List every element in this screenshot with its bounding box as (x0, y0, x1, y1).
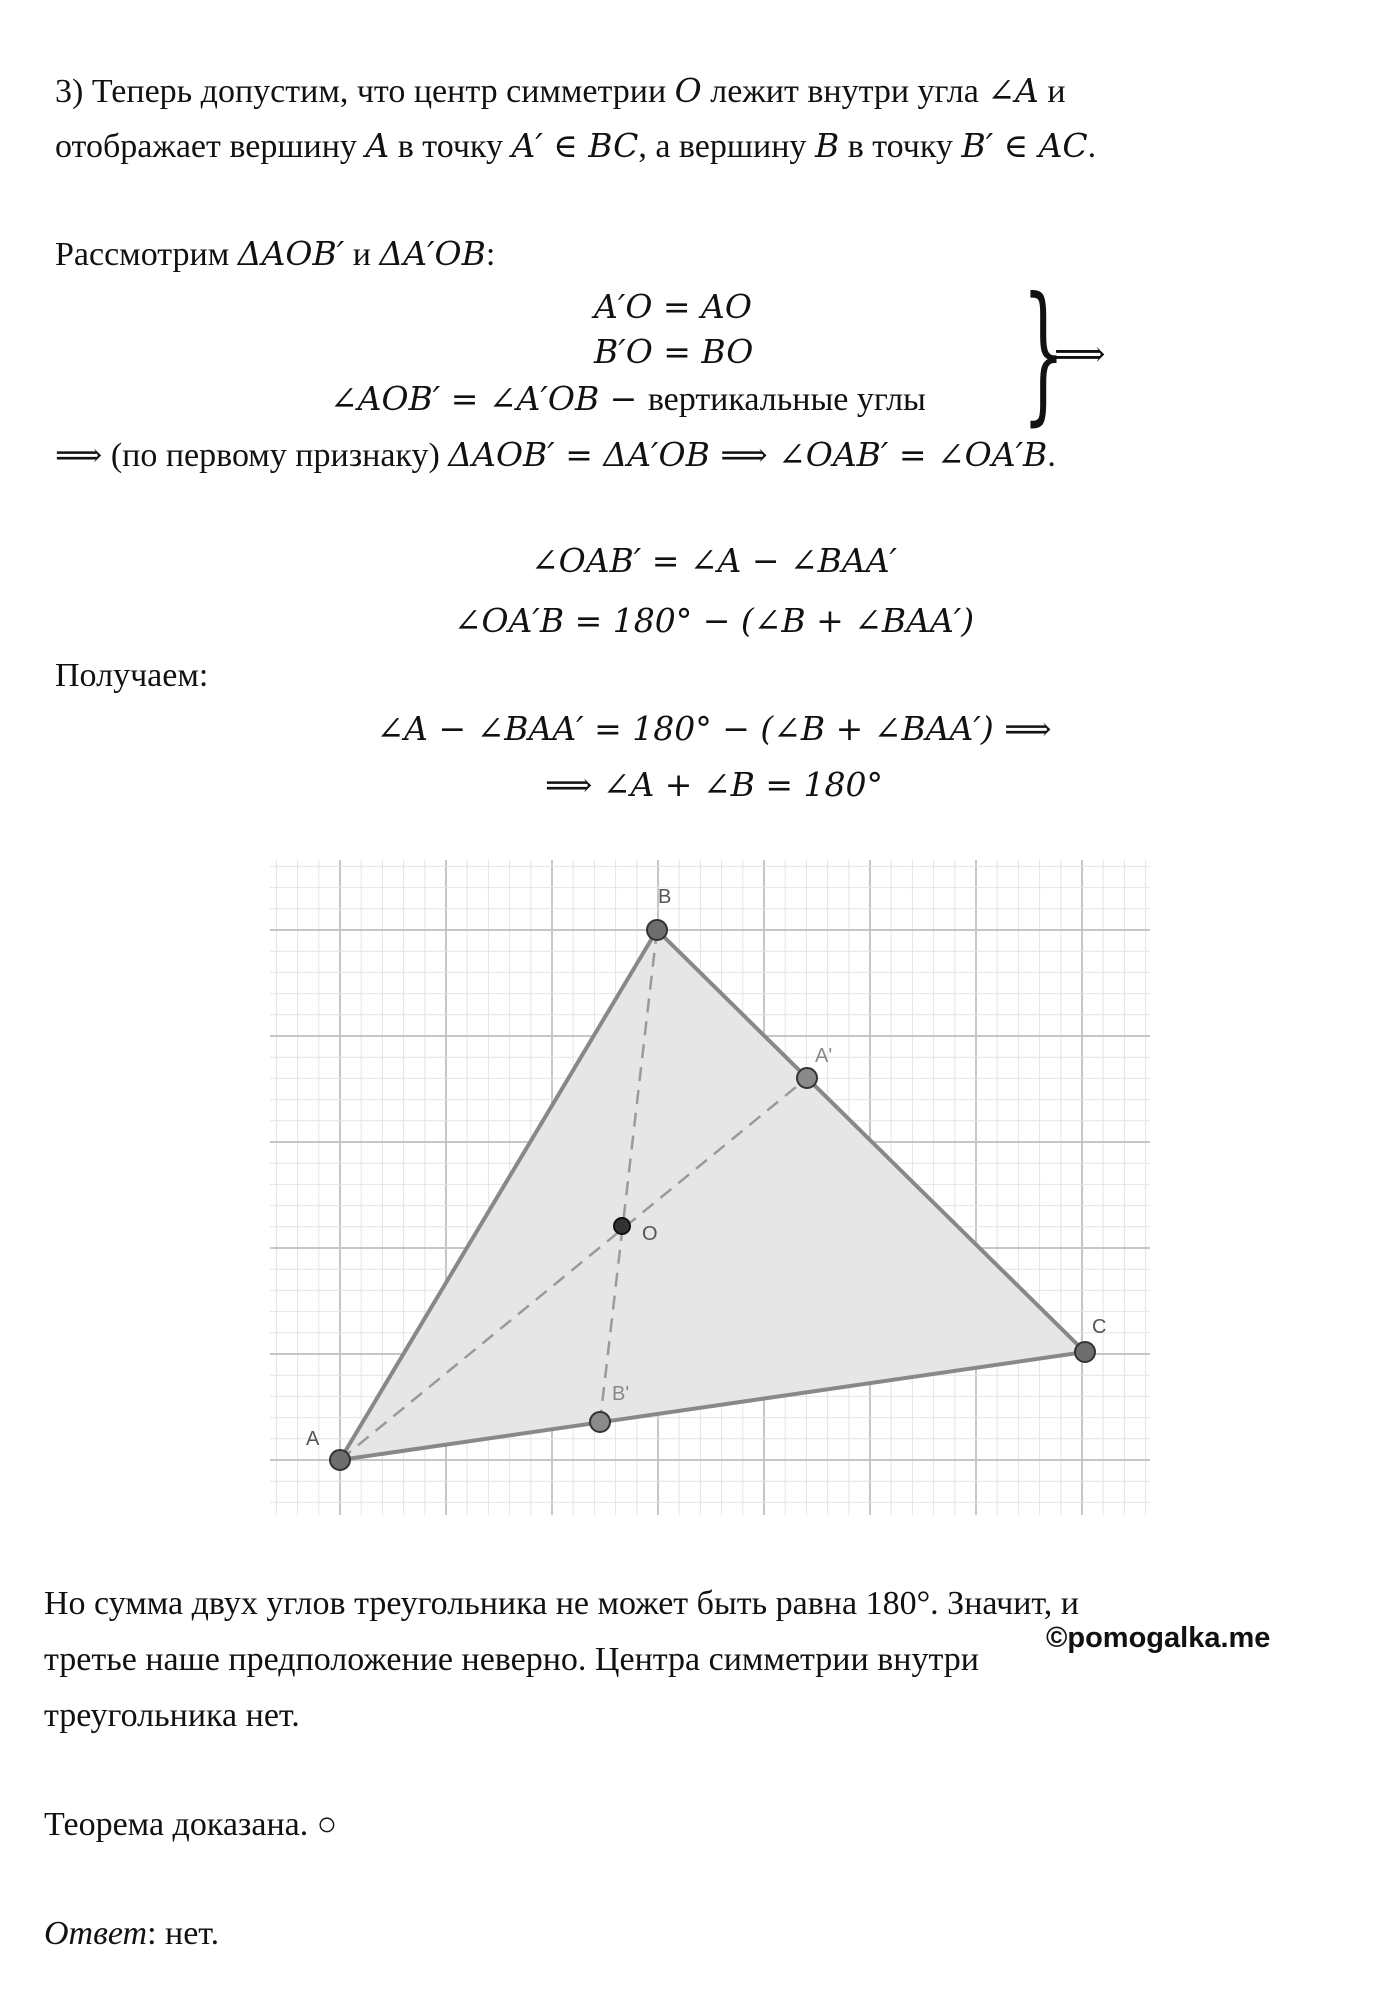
conclusion-math: ΔAOB′ = ΔA′OB ⟹ ∠OAB′ = ∠OA′B (448, 435, 1048, 474)
intro-text: лежит внутри угла (701, 73, 988, 110)
consider-text: и (344, 236, 380, 273)
label-b: B (658, 886, 672, 908)
point-o (614, 1218, 630, 1234)
case-intro-line-2 (55, 126, 1097, 165)
b-prime-membership: B′ ∈ AC (961, 126, 1088, 165)
conclusion-end: . (1047, 437, 1056, 474)
point-b-prime (590, 1412, 610, 1432)
theorem-proved: Теорема доказана. ○ (44, 1806, 338, 1843)
conclusion-text: (по первому признаку) (102, 437, 449, 474)
obtain-label: Получаем: (55, 657, 209, 694)
a-prime-membership: A′ ∈ BC (511, 126, 639, 165)
symmetry-center-symbol: O (674, 71, 702, 110)
vertical-angles-equality: ∠AOB′ = ∠A′OB − (330, 379, 648, 418)
label-a-prime: A' (815, 1045, 833, 1067)
label-b-prime: B' (612, 1383, 630, 1405)
final-line-1: Но сумма двух углов треугольника не может быть равна 180°. Значит, и (44, 1585, 1079, 1622)
intro-text: . (1087, 128, 1097, 165)
triangle-aob-prime: ΔAOB′ (237, 234, 345, 273)
intro-text: отображает вершину (55, 128, 366, 165)
vertex-a-symbol: A (365, 126, 390, 165)
triangle-a-prime-ob: ΔA′OB (379, 234, 486, 273)
label-a: A (306, 1428, 320, 1450)
implies-symbol: ⟹ (55, 435, 103, 474)
system-eq-3 (330, 379, 926, 418)
angle-eq-1: ∠OAB′ = ∠A − ∠BAA′ (530, 541, 898, 580)
intro-text: в точку (839, 128, 962, 165)
angle-a-symbol: ∠A (987, 71, 1039, 110)
right-brace: } (1022, 266, 1065, 440)
system-eq-2: B′O = BO (594, 332, 754, 371)
answer-label: Ответ (44, 1915, 148, 1952)
intro-text: в точку (389, 128, 512, 165)
obtain-eq-2: ⟹ ∠A + ∠B = 180° (545, 765, 883, 804)
answer-line (44, 1917, 219, 1951)
system-implies: ⟹ (1054, 334, 1106, 375)
intro-text: , а вершину (638, 128, 815, 165)
point-c (1075, 1342, 1095, 1362)
angle-eq-2: ∠OA′B = 180° − (∠B + ∠BAA′) (453, 601, 975, 640)
case-intro-line-1 (55, 71, 1066, 110)
label-c: C (1092, 1316, 1107, 1338)
intro-text: и (1038, 73, 1066, 110)
point-b (647, 920, 667, 940)
watermark: ©pomogalka.me (1046, 1622, 1271, 1654)
conclusion-line (55, 435, 1056, 474)
vertex-b-symbol: B (814, 126, 840, 165)
consider-line (55, 234, 496, 273)
triangle-fill (340, 930, 1085, 1460)
point-a-prime (797, 1068, 817, 1088)
obtain-eq-1: ∠A − ∠BAA′ = 180° − (∠B + ∠BAA′) ⟹ (376, 709, 1052, 748)
consider-text: : (485, 236, 496, 273)
system-eq-1: A′O = AO (594, 287, 752, 326)
answer-value: : нет. (147, 1915, 220, 1952)
intro-text: 3) Теперь допустим, что центр симметрии (55, 73, 675, 110)
consider-text: Рассмотрим (55, 236, 238, 273)
vertical-angles-text: вертикальные углы (647, 381, 926, 418)
final-line-2: третье наше предположение неверно. Центра симметрии внутри (44, 1641, 979, 1678)
triangle-figure (270, 860, 1150, 1515)
label-o: O (642, 1223, 658, 1245)
point-a (330, 1450, 350, 1470)
final-line-3: треугольника нет. (44, 1697, 300, 1734)
